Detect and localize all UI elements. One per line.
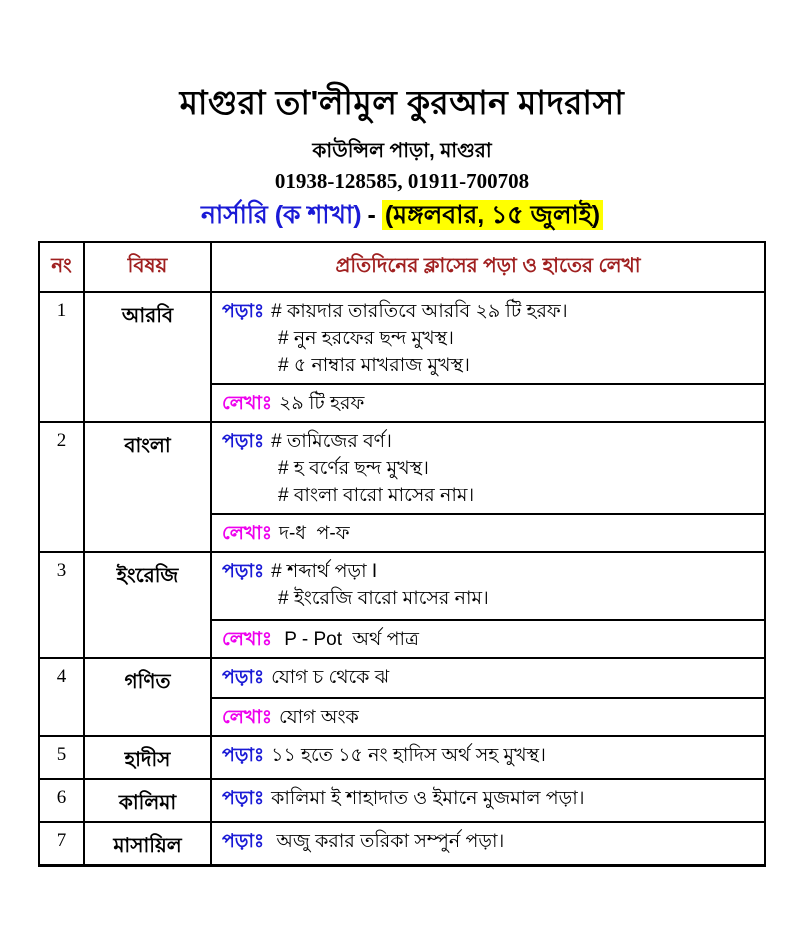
subject-name: হাদীস (85, 737, 212, 778)
lekha-label: লেখাঃ (222, 707, 272, 728)
lekha-label: লেখাঃ (222, 629, 272, 650)
row-number: 3 (40, 553, 85, 657)
lekha-section (212, 697, 764, 735)
row-number: 5 (40, 737, 85, 778)
table-header-row (40, 243, 764, 291)
pora-text: অজু করার তরিকা সম্পুর্ন পড়া। (271, 831, 505, 852)
lekha-label: লেখাঃ (222, 523, 272, 544)
phone-numbers: 01938-128585, 01911-700708 (274, 169, 530, 193)
lekha-text: দ-ধ প-ফ (278, 523, 350, 544)
row-content (212, 553, 764, 657)
pora-text: # শব্দার্থ পড়া I (271, 561, 378, 582)
table-row (40, 551, 764, 657)
subject-name: কালিমা (85, 780, 212, 821)
row-content (212, 823, 764, 864)
table-row (40, 657, 764, 735)
pora-label: পড়াঃ (222, 667, 265, 688)
pora-text: কালিমা ই শাহাদাত ও ইমানে মুজমাল পড়া। (271, 788, 585, 809)
row-content (212, 423, 764, 551)
pora-section (212, 423, 764, 513)
row-number: 4 (40, 659, 85, 735)
pora-section (212, 293, 764, 383)
school-address: কাউন্সিল পাড়া, মাগুরা (312, 140, 492, 162)
table-row (40, 735, 764, 778)
pora-label: পড়াঃ (222, 788, 265, 809)
table-row (40, 778, 764, 821)
pora-text: # ৫ নাম্বার মাখরাজ মুখস্থ। (278, 355, 470, 376)
row-content (212, 293, 764, 421)
row-number: 7 (40, 823, 85, 864)
lekha-label: লেখাঃ (222, 393, 272, 414)
subject-name: গণিত (85, 659, 212, 735)
document-header (0, 0, 804, 232)
row-content (212, 780, 764, 821)
pora-text: # নুন হরফের ছন্দ মুখস্থ। (278, 328, 454, 349)
row-number: 1 (40, 293, 85, 421)
routine-table (38, 241, 766, 867)
separator-dash: - (367, 201, 376, 229)
pora-section (212, 553, 764, 619)
lekha-text: P - Pot অর্থ পাত্র (278, 629, 419, 650)
table-row (40, 421, 764, 551)
lekha-section (212, 383, 764, 421)
pora-text: # তামিজের বর্ণ। (271, 431, 392, 452)
class-date-line (0, 199, 804, 232)
lekha-section (212, 619, 764, 657)
pora-label: পড়াঃ (222, 561, 265, 582)
subject-name: বাংলা (85, 423, 212, 551)
pora-label: পড়াঃ (222, 745, 265, 766)
pora-text: ১১ হতে ১৫ নং হাদিস অর্থ সহ মুখস্থ। (271, 745, 546, 766)
subject-name: মাসায়িল (85, 823, 212, 864)
pora-label: পড়াঃ (222, 831, 265, 852)
date-highlight: (মঙ্গলবার, ১৫ জুলাই) (382, 200, 603, 230)
table-row (40, 291, 764, 421)
pora-text: # হ বর্ণের ছন্দ মুখস্থ। (278, 458, 429, 479)
column-header-no: নং (40, 243, 85, 291)
pora-section (212, 737, 764, 775)
column-header-lessons: প্রতিদিনের ক্লাসের পড়া ও হাতের লেখা (335, 255, 641, 277)
pora-label: পড়াঃ (222, 431, 265, 452)
pora-text: # কায়দার তারতিবে আরবি ২৯ টি হরফ। (271, 301, 568, 322)
pora-text: যোগ চ থেকে ঝ (271, 667, 390, 688)
row-number: 6 (40, 780, 85, 821)
lekha-text: যোগ অংক (278, 707, 359, 728)
table-row (40, 821, 764, 864)
subject-name: ইংরেজি (85, 553, 212, 657)
class-section-label: নার্সারি (ক শাখা) (200, 201, 362, 229)
pora-section (212, 823, 764, 861)
lekha-text: ২৯ টি হরফ (278, 393, 365, 414)
pora-text: # বাংলা বারো মাসের নাম। (278, 485, 475, 506)
pora-section (212, 659, 764, 697)
school-name: মাগুরা তা'লীমুল কুরআন মাদরাসা (179, 84, 625, 121)
row-content (212, 737, 764, 778)
pora-section (212, 780, 764, 818)
lekha-section (212, 513, 764, 551)
row-number: 2 (40, 423, 85, 551)
pora-label: পড়াঃ (222, 301, 265, 322)
column-header-subject: বিষয় (85, 243, 212, 291)
row-content (212, 659, 764, 735)
subject-name: আরবি (85, 293, 212, 421)
pora-text: # ইংরেজি বারো মাসের নাম। (278, 588, 489, 609)
